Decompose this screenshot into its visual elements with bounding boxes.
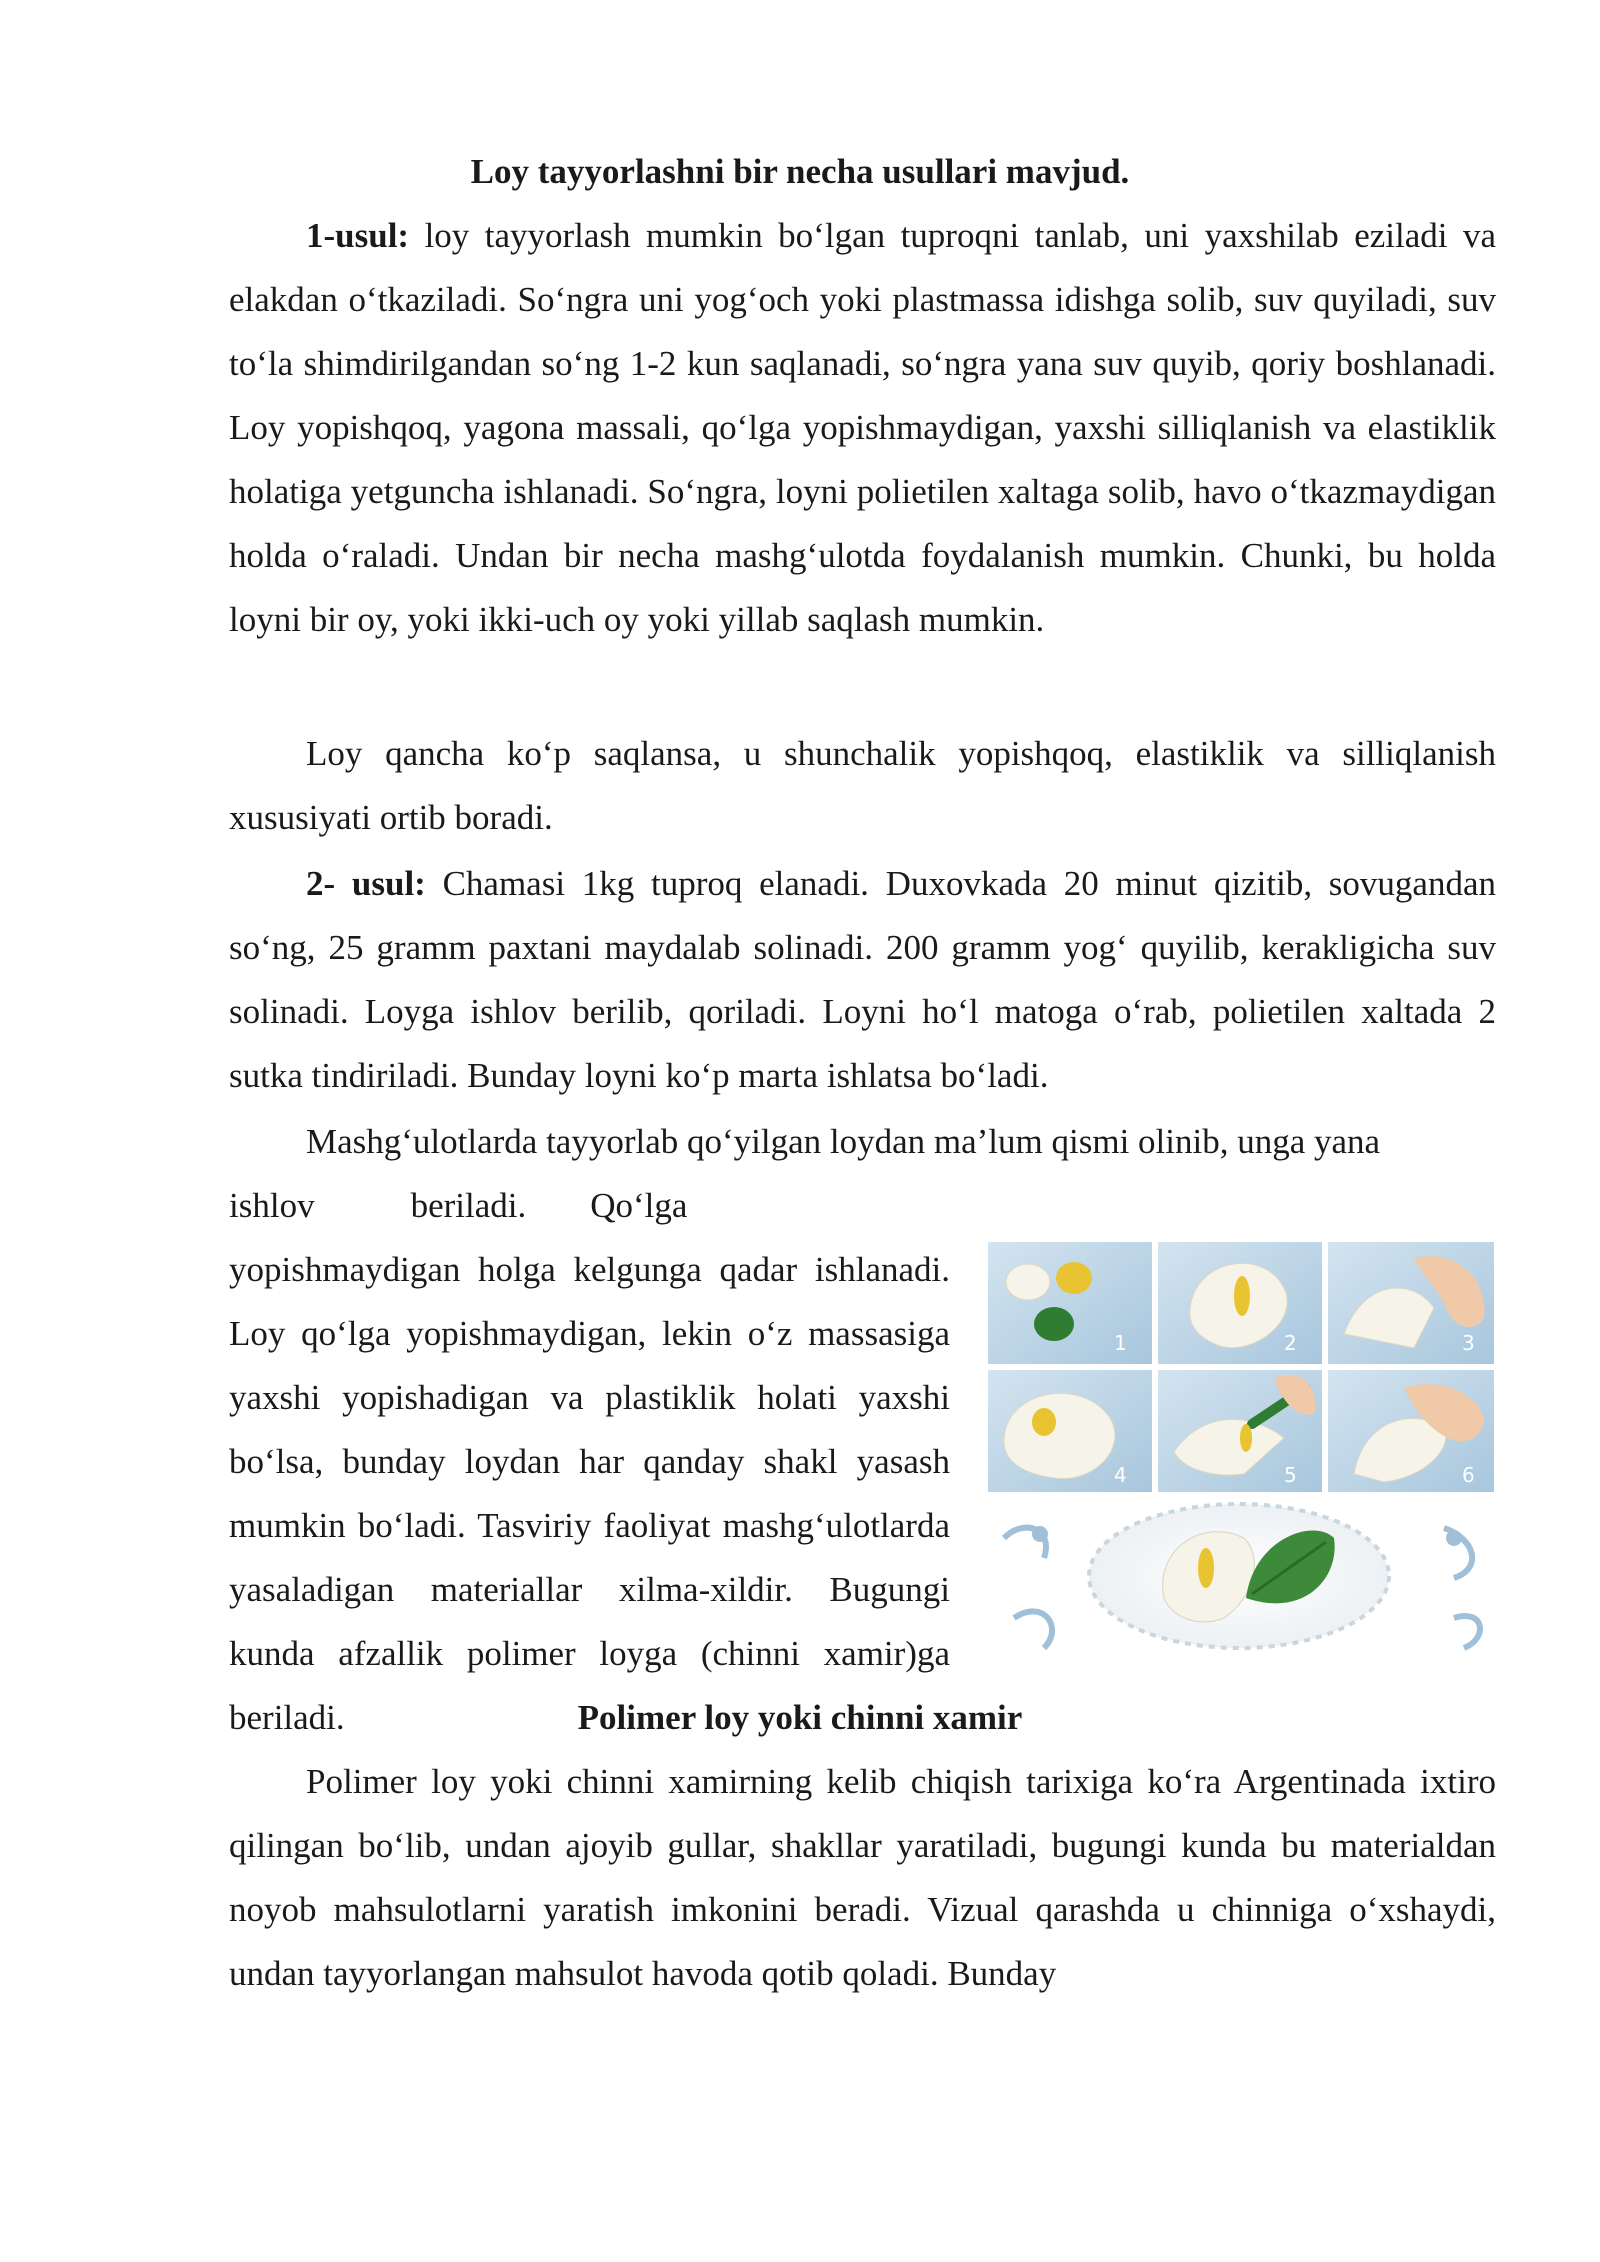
- step-panel-1: [988, 1242, 1152, 1364]
- step-panel-6: [1328, 1370, 1494, 1492]
- sessions-word-1: ishlov: [229, 1186, 315, 1225]
- paragraph-method-2: [229, 852, 1496, 1108]
- storage-text: Loy qancha ko‘p saqlansa, u shunchalik yopishqoq, elastiklik va silliqlanish xususiyati ortib boradi.: [229, 734, 1496, 837]
- step-number-2: 2: [1284, 1331, 1297, 1355]
- step-number-4: 4: [1114, 1463, 1127, 1487]
- method-1-text: loy tayyorlash mumkin bo‘lgan tuproqni tanlab, uni yaxshilab eziladi va elakdan o‘tkaziladi. So‘ngra uni yog‘och yoki plastmassa idishga solib, suv quyiladi, suv to‘la shimdirilgandan so‘ng 1-2 kun saqlanadi, so‘ngra yana suv quyib, qoriy boshlanadi. Loy yopishqoq, yagona massali, qo‘lga yopishmaydigan, yaxshi silliqlanish va elastiklik holatiga yetguncha ishlanadi. So‘ngra, loyni polietilen xaltaga solib, havo o‘tkazmaydigan holda o‘raladi. Undan bir necha mashg‘ulotda foydalanish mumkin. Chunki, bu holda loyni bir oy, yoki ikki-uch oy yoki yillab saqlash mumkin.: [229, 216, 1496, 639]
- step-panel-4: [988, 1370, 1152, 1492]
- step-panel-2: [1158, 1242, 1322, 1364]
- step-number-3: 3: [1462, 1331, 1475, 1355]
- method-2-text: Chamasi 1kg tuproq elanadi. Duxovkada 20 minut qizitib, sovugandan so‘ng, 25 gramm paxtani maydalab solinadi. 200 gramm yog‘ quyilib, kerakligicha suv solinadi. Loyga ishlov berilib, qoriladi. Loyni ho‘l matoga o‘rab, polietilen xaltada 2 sutka tindiriladi. Bunday loyni ko‘p marta ishlatsa bo‘ladi.: [229, 864, 1496, 1095]
- method-1-label: 1-usul:: [306, 216, 410, 255]
- sessions-word-3: Qo‘lga: [590, 1186, 688, 1225]
- sessions-word-2: beriladi.: [410, 1186, 527, 1225]
- paragraph-sessions-first-line: [229, 1110, 1496, 1174]
- paragraph-sessions-column: [229, 1174, 950, 1750]
- section-heading-polymer-clay: Polimer loy yoki chinni xamir: [577, 1698, 1023, 1737]
- method-2-label: 2- usul:: [306, 864, 426, 903]
- paragraph-method-1: [229, 204, 1496, 652]
- sessions-first-line-text: Mashg‘ulotlarda tayyorlab qo‘yilgan loydan ma’lum qismi olinib, unga yana: [306, 1122, 1381, 1161]
- step-number-6: 6: [1462, 1463, 1475, 1487]
- paragraph-storage: [229, 722, 1496, 850]
- section-heading-methods: Loy tayyorlashni bir necha usullari mavjud.: [470, 152, 1130, 191]
- finished-flower-panel: [988, 1498, 1494, 1654]
- step-number-5: 5: [1284, 1463, 1297, 1487]
- step-number-1: 1: [1114, 1331, 1127, 1355]
- clay-flower-steps-illustration: [984, 1238, 1498, 1658]
- sessions-column-text: yopishmaydigan holga kelgunga qadar ishlanadi. Loy qo‘lga yopishmaydigan, lekin o‘z massasiga yaxshi yopishadigan va plastiklik holati yaxshi bo‘lsa, bunday loydan har qanday shakl yasash mumkin bo‘ladi. Tasviriy faoliyat mashg‘ulotlarda yasaladigan materiallar xilma-xildir. Bugungi kunda afzallik polimer loyga (chinni xamir)ga beriladi.: [229, 1250, 950, 1737]
- step-panel-5: [1158, 1370, 1322, 1492]
- step-panel-3: [1328, 1242, 1494, 1364]
- polymer-clay-text: Polimer loy yoki chinni xamirning kelib chiqish tarixiga ko‘ra Argentinada ixtiro qilingan bo‘lib, undan ajoyib gullar, shakllar yaratiladi, bugungi kunda bu materialdan noyob mahsulotlarni yaratish imkonini beradi. Vizual qarashda u chinniga o‘xshaydi, undan tayyorlangan mahsulot havoda qotib qoladi. Bunday: [229, 1762, 1496, 1993]
- paragraph-polymer-clay: [229, 1750, 1496, 2006]
